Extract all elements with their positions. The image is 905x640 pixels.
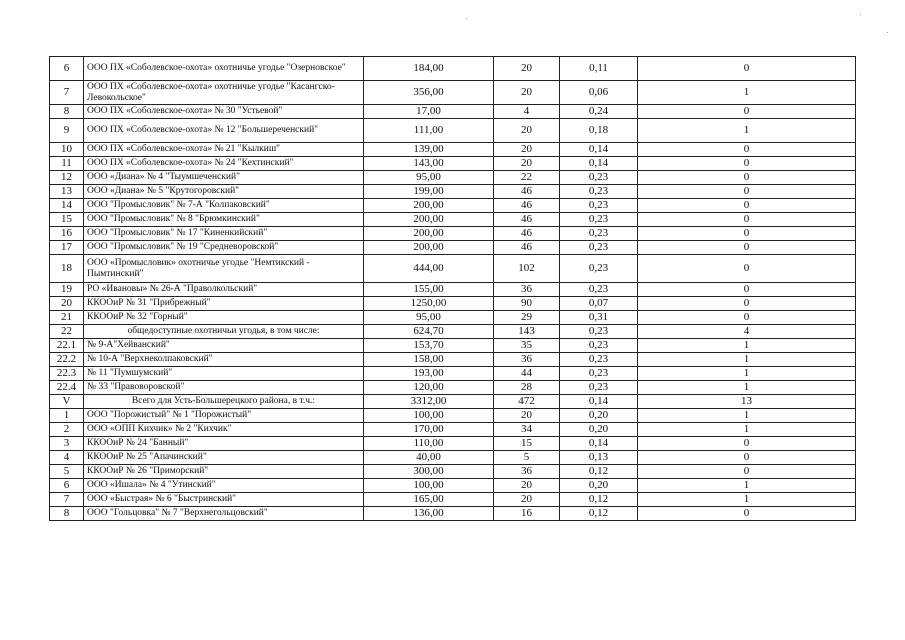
row-number: 4 xyxy=(50,451,84,465)
table-row xyxy=(50,199,856,213)
row-number: 16 xyxy=(50,227,84,241)
row-number: 17 xyxy=(50,241,84,255)
row-number: 14 xyxy=(50,199,84,213)
ratio-value: 0,20 xyxy=(560,479,638,493)
hunting-ground-name: ООО "Промысловик" № 7-А "Колпаковский" xyxy=(84,199,364,213)
table-row xyxy=(50,409,856,423)
quota-value: 20 xyxy=(494,409,560,423)
table-row xyxy=(50,437,856,451)
area-value: 200,00 xyxy=(364,227,494,241)
hunting-ground-name: ККООиР № 26 "Приморский" xyxy=(84,465,364,479)
ratio-value: 0,07 xyxy=(560,297,638,311)
row-number: 9 xyxy=(50,119,84,143)
ratio-value: 0,23 xyxy=(560,255,638,283)
quota-value: 20 xyxy=(494,493,560,507)
hunting-ground-name: ООО «Диана» № 4 "Тыумшеченский" xyxy=(84,171,364,185)
count-value: 0 xyxy=(638,283,856,297)
count-value: 0 xyxy=(638,451,856,465)
quota-value: 16 xyxy=(494,507,560,521)
area-value: 100,00 xyxy=(364,479,494,493)
quota-value: 90 xyxy=(494,297,560,311)
row-number: 2 xyxy=(50,423,84,437)
hunting-ground-name: № 9-А"Хейванский" xyxy=(84,339,364,353)
hunting-ground-name: ООО "Промысловик" № 17 "Киненкийский" xyxy=(84,227,364,241)
count-value: 1 xyxy=(638,119,856,143)
row-number: 7 xyxy=(50,81,84,105)
hunting-ground-name: Всего для Усть-Большерецкого района, в т.ч.: xyxy=(84,395,364,409)
ratio-value: 0,14 xyxy=(560,395,638,409)
area-value: 3312,00 xyxy=(364,395,494,409)
ratio-value: 0,20 xyxy=(560,423,638,437)
area-value: 165,00 xyxy=(364,493,494,507)
row-number: 10 xyxy=(50,143,84,157)
table-row xyxy=(50,507,856,521)
table-row xyxy=(50,227,856,241)
table-row xyxy=(50,311,856,325)
ratio-value: 0,14 xyxy=(560,157,638,171)
count-value: 0 xyxy=(638,199,856,213)
hunting-ground-name: ККООиР № 25 "Апачинский" xyxy=(84,451,364,465)
hunting-ground-name: № 11 "Пумшумский" xyxy=(84,367,364,381)
row-number: 1 xyxy=(50,409,84,423)
row-number: 18 xyxy=(50,255,84,283)
ratio-value: 0,23 xyxy=(560,325,638,339)
quota-value: 35 xyxy=(494,339,560,353)
hunting-ground-name: ООО «Диана» № 5 "Крутогоровский" xyxy=(84,185,364,199)
row-number: 15 xyxy=(50,213,84,227)
quota-value: 20 xyxy=(494,57,560,81)
row-number: 6 xyxy=(50,479,84,493)
area-value: 158,00 xyxy=(364,353,494,367)
hunting-ground-name: № 33 "Правоворовской" xyxy=(84,381,364,395)
count-value: 0 xyxy=(638,255,856,283)
quota-table xyxy=(49,56,856,521)
quota-value: 5 xyxy=(494,451,560,465)
quota-value: 46 xyxy=(494,227,560,241)
area-value: 136,00 xyxy=(364,507,494,521)
count-value: 0 xyxy=(638,227,856,241)
hunting-ground-name: ООО «Промысловик» охотничье угодье "Немтикский - Пымтинский" xyxy=(84,255,364,283)
hunting-ground-name: ООО «Ишала» № 4 "Утинский" xyxy=(84,479,364,493)
count-value: 1 xyxy=(638,367,856,381)
hunting-ground-name: ООО «Быстрая» № 6 "Быстринский" xyxy=(84,493,364,507)
hunting-ground-name: ООО «ОПП Кихчик» № 2 "Кихчик" xyxy=(84,423,364,437)
count-value: 0 xyxy=(638,437,856,451)
ratio-value: 0,24 xyxy=(560,105,638,119)
row-number: 20 xyxy=(50,297,84,311)
table-row xyxy=(50,143,856,157)
area-value: 95,00 xyxy=(364,171,494,185)
hunting-ground-name: ООО ПХ «Соболевское-охота» охотничье угодье "Озерновское" xyxy=(84,57,364,81)
quota-value: 20 xyxy=(494,81,560,105)
row-number: 22 xyxy=(50,325,84,339)
row-number: 8 xyxy=(50,507,84,521)
ratio-value: 0,20 xyxy=(560,409,638,423)
area-value: 100,00 xyxy=(364,409,494,423)
count-value: 0 xyxy=(638,57,856,81)
count-value: 0 xyxy=(638,171,856,185)
area-value: 184,00 xyxy=(364,57,494,81)
row-number: 22.4 xyxy=(50,381,84,395)
document-table-container xyxy=(49,56,856,521)
scan-mark xyxy=(466,18,467,19)
hunting-ground-name: ККООиР № 24 "Банный" xyxy=(84,437,364,451)
area-value: 444,00 xyxy=(364,255,494,283)
table-row xyxy=(50,255,856,283)
quota-value: 36 xyxy=(494,353,560,367)
quota-value: 36 xyxy=(494,283,560,297)
quota-value: 28 xyxy=(494,381,560,395)
area-value: 17,00 xyxy=(364,105,494,119)
ratio-value: 0,14 xyxy=(560,437,638,451)
count-value: 0 xyxy=(638,507,856,521)
hunting-ground-name: ООО ПХ «Соболевское-охота» № 21 "Кылкиш" xyxy=(84,143,364,157)
table-row xyxy=(50,465,856,479)
ratio-value: 0,23 xyxy=(560,381,638,395)
hunting-ground-name: ООО "Промысловик" № 8 "Брюмкинский" xyxy=(84,213,364,227)
table-row xyxy=(50,479,856,493)
table-row xyxy=(50,353,856,367)
table-row xyxy=(50,423,856,437)
quota-value: 143 xyxy=(494,325,560,339)
hunting-ground-name: ООО ПХ «Соболевское-охота» № 30 "Устьевой" xyxy=(84,105,364,119)
row-number: 7 xyxy=(50,493,84,507)
ratio-value: 0,31 xyxy=(560,311,638,325)
quota-value: 20 xyxy=(494,119,560,143)
ratio-value: 0,23 xyxy=(560,171,638,185)
area-value: 155,00 xyxy=(364,283,494,297)
hunting-ground-name: ООО "Промысловик" № 19 "Средневоровской" xyxy=(84,241,364,255)
hunting-ground-name: ККООиР № 31 "Прибрежный" xyxy=(84,297,364,311)
hunting-ground-name: ООО ПХ «Соболевское-охота» № 24 "Кехтинский" xyxy=(84,157,364,171)
count-value: 1 xyxy=(638,339,856,353)
count-value: 1 xyxy=(638,81,856,105)
quota-value: 44 xyxy=(494,367,560,381)
quota-value: 29 xyxy=(494,311,560,325)
hunting-ground-name: № 10-А "Верхнеколпаковский" xyxy=(84,353,364,367)
row-number: 6 xyxy=(50,57,84,81)
count-value: 0 xyxy=(638,185,856,199)
ratio-value: 0,23 xyxy=(560,185,638,199)
table-row xyxy=(50,213,856,227)
quota-value: 22 xyxy=(494,171,560,185)
count-value: 0 xyxy=(638,465,856,479)
table-row xyxy=(50,451,856,465)
row-number: 22.1 xyxy=(50,339,84,353)
row-number: 3 xyxy=(50,437,84,451)
quota-value: 15 xyxy=(494,437,560,451)
ratio-value: 0,23 xyxy=(560,353,638,367)
table-row xyxy=(50,381,856,395)
count-value: 0 xyxy=(638,105,856,119)
row-number: 12 xyxy=(50,171,84,185)
area-value: 200,00 xyxy=(364,241,494,255)
quota-value: 46 xyxy=(494,199,560,213)
count-value: 1 xyxy=(638,409,856,423)
ratio-value: 0,12 xyxy=(560,493,638,507)
row-number: 13 xyxy=(50,185,84,199)
ratio-value: 0,23 xyxy=(560,339,638,353)
count-value: 1 xyxy=(638,381,856,395)
ratio-value: 0,23 xyxy=(560,283,638,297)
quota-value: 20 xyxy=(494,157,560,171)
table-row xyxy=(50,395,856,409)
table-row xyxy=(50,57,856,81)
area-value: 1250,00 xyxy=(364,297,494,311)
ratio-value: 0,13 xyxy=(560,451,638,465)
table-row xyxy=(50,171,856,185)
ratio-value: 0,06 xyxy=(560,81,638,105)
table-row xyxy=(50,105,856,119)
quota-value: 46 xyxy=(494,241,560,255)
count-value: 0 xyxy=(638,143,856,157)
table-row xyxy=(50,241,856,255)
count-value: 0 xyxy=(638,241,856,255)
count-value: 0 xyxy=(638,311,856,325)
table-row xyxy=(50,157,856,171)
ratio-value: 0,18 xyxy=(560,119,638,143)
area-value: 139,00 xyxy=(364,143,494,157)
count-value: 1 xyxy=(638,479,856,493)
area-value: 110,00 xyxy=(364,437,494,451)
count-value: 0 xyxy=(638,157,856,171)
row-number: 8 xyxy=(50,105,84,119)
ratio-value: 0,23 xyxy=(560,213,638,227)
hunting-ground-name: ООО "Порожистый" № 1 "Порожистый" xyxy=(84,409,364,423)
quota-value: 102 xyxy=(494,255,560,283)
ratio-value: 0,23 xyxy=(560,241,638,255)
count-value: 0 xyxy=(638,213,856,227)
row-number: 5 xyxy=(50,465,84,479)
quota-value: 46 xyxy=(494,185,560,199)
table-row xyxy=(50,493,856,507)
quota-value: 46 xyxy=(494,213,560,227)
quota-value: 4 xyxy=(494,105,560,119)
area-value: 200,00 xyxy=(364,213,494,227)
area-value: 143,00 xyxy=(364,157,494,171)
hunting-ground-name: ООО "Гольцовка" № 7 "Верхнегольцовский" xyxy=(84,507,364,521)
table-row xyxy=(50,339,856,353)
table-row xyxy=(50,297,856,311)
table-row xyxy=(50,119,856,143)
area-value: 111,00 xyxy=(364,119,494,143)
hunting-ground-name: общедоступные охотничьи угодья, в том числе: xyxy=(84,325,364,339)
area-value: 624,70 xyxy=(364,325,494,339)
area-value: 300,00 xyxy=(364,465,494,479)
ratio-value: 0,14 xyxy=(560,143,638,157)
count-value: 1 xyxy=(638,353,856,367)
quota-value: 20 xyxy=(494,479,560,493)
area-value: 193,00 xyxy=(364,367,494,381)
area-value: 200,00 xyxy=(364,199,494,213)
hunting-ground-name: ККООиР № 32 "Горный" xyxy=(84,311,364,325)
table-row xyxy=(50,81,856,105)
row-number: 21 xyxy=(50,311,84,325)
count-value: 1 xyxy=(638,493,856,507)
area-value: 120,00 xyxy=(364,381,494,395)
table-row xyxy=(50,283,856,297)
table-row xyxy=(50,185,856,199)
row-number: V xyxy=(50,395,84,409)
ratio-value: 0,23 xyxy=(560,367,638,381)
count-value: 13 xyxy=(638,395,856,409)
quota-value: 472 xyxy=(494,395,560,409)
hunting-ground-name: ООО ПХ «Соболевское-охота» охотничье угодье "Касангско-Левокольское" xyxy=(84,81,364,105)
row-number: 22.2 xyxy=(50,353,84,367)
area-value: 170,00 xyxy=(364,423,494,437)
area-value: 95,00 xyxy=(364,311,494,325)
ratio-value: 0,12 xyxy=(560,465,638,479)
ratio-value: 0,11 xyxy=(560,57,638,81)
scan-mark xyxy=(860,14,861,15)
ratio-value: 0,23 xyxy=(560,199,638,213)
area-value: 153,70 xyxy=(364,339,494,353)
table-row xyxy=(50,367,856,381)
area-value: 40,00 xyxy=(364,451,494,465)
hunting-ground-name: ООО ПХ «Соболевское-охота» № 12 "Большереченский" xyxy=(84,119,364,143)
row-number: 11 xyxy=(50,157,84,171)
table-row xyxy=(50,325,856,339)
ratio-value: 0,12 xyxy=(560,507,638,521)
quota-value: 20 xyxy=(494,143,560,157)
count-value: 0 xyxy=(638,297,856,311)
count-value: 4 xyxy=(638,325,856,339)
scan-mark xyxy=(887,32,888,33)
area-value: 356,00 xyxy=(364,81,494,105)
area-value: 199,00 xyxy=(364,185,494,199)
hunting-ground-name: РО «Ивановы» № 26-А "Праволкольский" xyxy=(84,283,364,297)
row-number: 22.3 xyxy=(50,367,84,381)
count-value: 1 xyxy=(638,423,856,437)
quota-value: 34 xyxy=(494,423,560,437)
row-number: 19 xyxy=(50,283,84,297)
table-body xyxy=(50,57,856,521)
quota-value: 36 xyxy=(494,465,560,479)
ratio-value: 0,23 xyxy=(560,227,638,241)
